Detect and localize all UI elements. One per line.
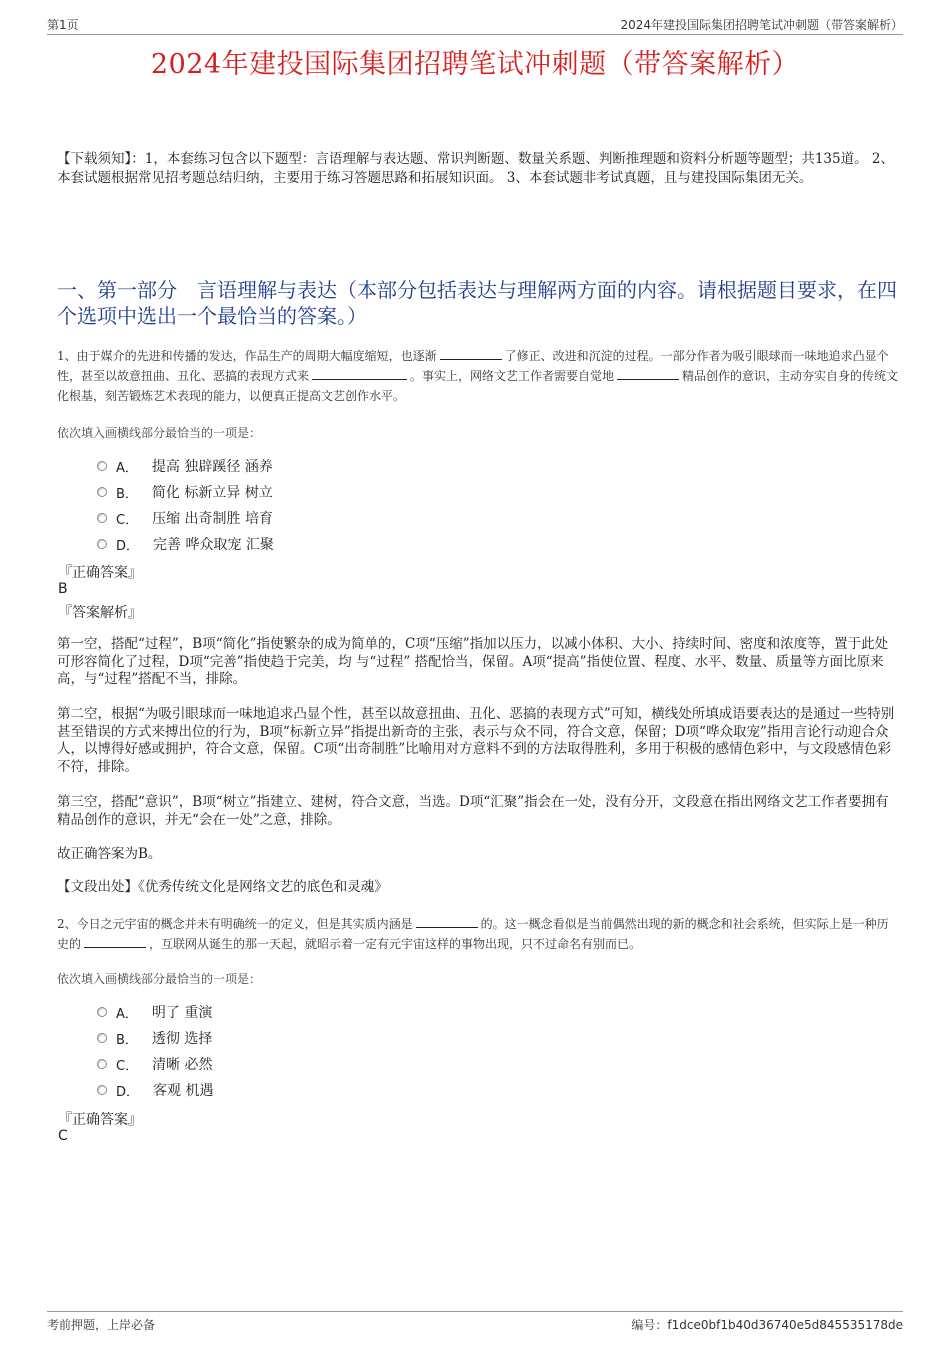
- question-1-options: [97, 453, 274, 557]
- option-b[interactable]: [97, 479, 274, 505]
- analysis-paragraph: 第二空，根据“为吸引眼球而一味地追求凸显个性，甚至以故意扭曲、丑化、恶搞的表现方式”可知，横线处所填成语要表达的是通过一些特别甚至错误的方式来搏出位的行为，B项“标新立异”指提出新奇的主张，表示与众不同，符合文意，保留；D项“哗众取宠”指用言论行动迎合众人，以博得好感或拥护，符合文意，保留。C项“出奇制胜”比喻用对方意料不到的方法取得胜利，多用于积极的感情色彩中，与文段感情色彩不符，排除。: [57, 706, 895, 775]
- option-text: 压缩 出奇制胜 培育: [152, 511, 273, 527]
- correct-answer-label: 『正确答案』: [58, 1112, 142, 1128]
- radio-icon[interactable]: [97, 1085, 107, 1095]
- option-d[interactable]: [97, 1077, 213, 1103]
- analysis-paragraph: 第三空，搭配“意识”，B项“树立”指建立、建树，符合文意，当选。D项“汇聚”指会在一处，没有分开，文段意在指出网络文艺工作者要拥有精品创作的意识，并无“会在一处”之意，排除。: [57, 794, 889, 828]
- radio-icon[interactable]: [97, 513, 107, 523]
- option-letter: A．: [116, 1006, 138, 1022]
- fill-blank: [84, 935, 146, 948]
- q2-text-part: ，互联网从诞生的那一天起，就昭示着一定有元宇宙这样的事物出现，只不过命名有别而已。: [149, 937, 642, 951]
- question-1-instruction: 依次填入画横线部分最恰当的一项是：: [57, 426, 262, 440]
- radio-icon[interactable]: [97, 487, 107, 497]
- fill-blank: [416, 915, 478, 928]
- option-text: 客观 机遇: [153, 1083, 214, 1099]
- option-text: 提高 独辟蹊径 涵养: [151, 459, 273, 475]
- q1-text-part: 了修正、改进和沉淀的过程。一部分作者为吸引眼球而一味地追求凸显个性，甚至以故意扭曲、丑化、恶搞的表现方式来: [57, 349, 889, 383]
- question-1-text: [57, 346, 899, 406]
- question-2-instruction: 依次填入画横线部分最恰当的一项是：: [57, 972, 262, 986]
- option-letter: D．: [116, 538, 140, 554]
- option-c[interactable]: [97, 505, 274, 531]
- option-c[interactable]: [97, 1051, 213, 1077]
- correct-answer: C: [58, 1128, 68, 1144]
- radio-icon[interactable]: [97, 1007, 107, 1017]
- option-letter: B．: [116, 1032, 138, 1048]
- radio-icon[interactable]: [97, 1033, 107, 1043]
- radio-icon[interactable]: [97, 1059, 107, 1069]
- option-text: 清晰 必然: [152, 1057, 213, 1073]
- header-doc-title: 2024年建投国际集团招聘笔试冲刺题（带答案解析）: [620, 18, 903, 32]
- fill-blank: [617, 367, 679, 380]
- option-letter: A．: [116, 460, 138, 476]
- question-2-options: [97, 999, 213, 1103]
- option-letter: D．: [116, 1084, 140, 1100]
- q1-text-part: 。事实上，网络文艺工作者需要自觉地: [410, 369, 615, 383]
- correct-answer-label: 『正确答案』: [58, 565, 142, 581]
- fill-blank: [440, 347, 502, 360]
- footer-slogan: 考前押题，上岸必备: [47, 1318, 156, 1332]
- option-letter: B．: [116, 486, 138, 502]
- doc-code-label: 编号：: [631, 1318, 668, 1332]
- option-a[interactable]: [97, 999, 213, 1025]
- analysis-label: 『答案解析』: [58, 605, 142, 621]
- question-2-text: [57, 914, 899, 954]
- q1-text-part: 1、由于媒介的先进和传播的发达，作品生产的周期大幅度缩短，也逐渐: [57, 349, 437, 363]
- section-heading: 一、第一部分 言语理解与表达（本部分包括表达与理解两方面的内容。请根据题目要求，在四个选项中选出一个最恰当的答案。）: [57, 278, 897, 328]
- analysis-conclusion: 故正确答案为B。: [57, 846, 162, 862]
- option-letter: C．: [116, 1058, 139, 1074]
- doc-code: [631, 1316, 903, 1333]
- download-notice: 【下载须知】：1，本套练习包含以下题型：言语理解与表达题、常识判断题、数量关系题、判断推理题和资料分析题等题型；共135道。 2、本套试题根据常见招考题总结归纳，主要用于练习答题思路和拓展知识面。 3、本套试题非考试真题，且与建投国际集团无关。: [57, 151, 894, 186]
- option-d[interactable]: [97, 531, 274, 557]
- text-source: 【文段出处】《优秀传统文化是网络文艺的底色和灵魂》: [57, 879, 388, 895]
- q2-text-part: 的。这一概念看似是当前偶然出现的新的概念和社会系统，但实际上是一种历史的: [57, 917, 889, 951]
- option-text: 明了 重演: [151, 1005, 213, 1021]
- fill-blank: [312, 367, 407, 380]
- radio-icon[interactable]: [97, 539, 107, 549]
- radio-icon[interactable]: [97, 461, 107, 471]
- q1-text-part: 精品创作的意识，主动夯实自身的传统文化根基，刻苦锻炼艺术表现的能力，以便真正提高文艺创作水平。: [57, 369, 899, 403]
- page-title: 2024年建投国际集团招聘笔试冲刺题（带答案解析）: [150, 49, 800, 80]
- option-letter: C．: [116, 512, 139, 528]
- q2-text-part: 2、今日之元宇宙的概念并未有明确统一的定义，但是其实质内涵是: [57, 917, 413, 931]
- page-footer: [47, 1311, 903, 1332]
- option-text: 透彻 选择: [151, 1031, 213, 1047]
- correct-answer: B: [58, 581, 68, 597]
- option-text: 完善 哗众取宠 汇聚: [153, 537, 274, 553]
- analysis-paragraph: 第一空，搭配“过程”，B项“简化”指使繁杂的成为简单的，C项“压缩”指加以压力，以减小体积、大小、持续时间、密度和浓度等，置于此处可形容简化了过程，D项“完善”指使趋于完美，均 与“过程” 搭配恰当，保留。A项“提高”指使位置、程度、水平、数量、质量等方面比原来高，与“过程”搭配不当，排除。: [57, 636, 889, 687]
- option-text: 简化 标新立异 树立: [151, 485, 273, 501]
- page-number: 第1页: [47, 18, 79, 32]
- option-a[interactable]: [97, 453, 274, 479]
- option-b[interactable]: [97, 1025, 213, 1051]
- page-header: [47, 14, 903, 35]
- doc-code-value: f1dce0bf1b40d36740e5d845535178de: [667, 1318, 903, 1332]
